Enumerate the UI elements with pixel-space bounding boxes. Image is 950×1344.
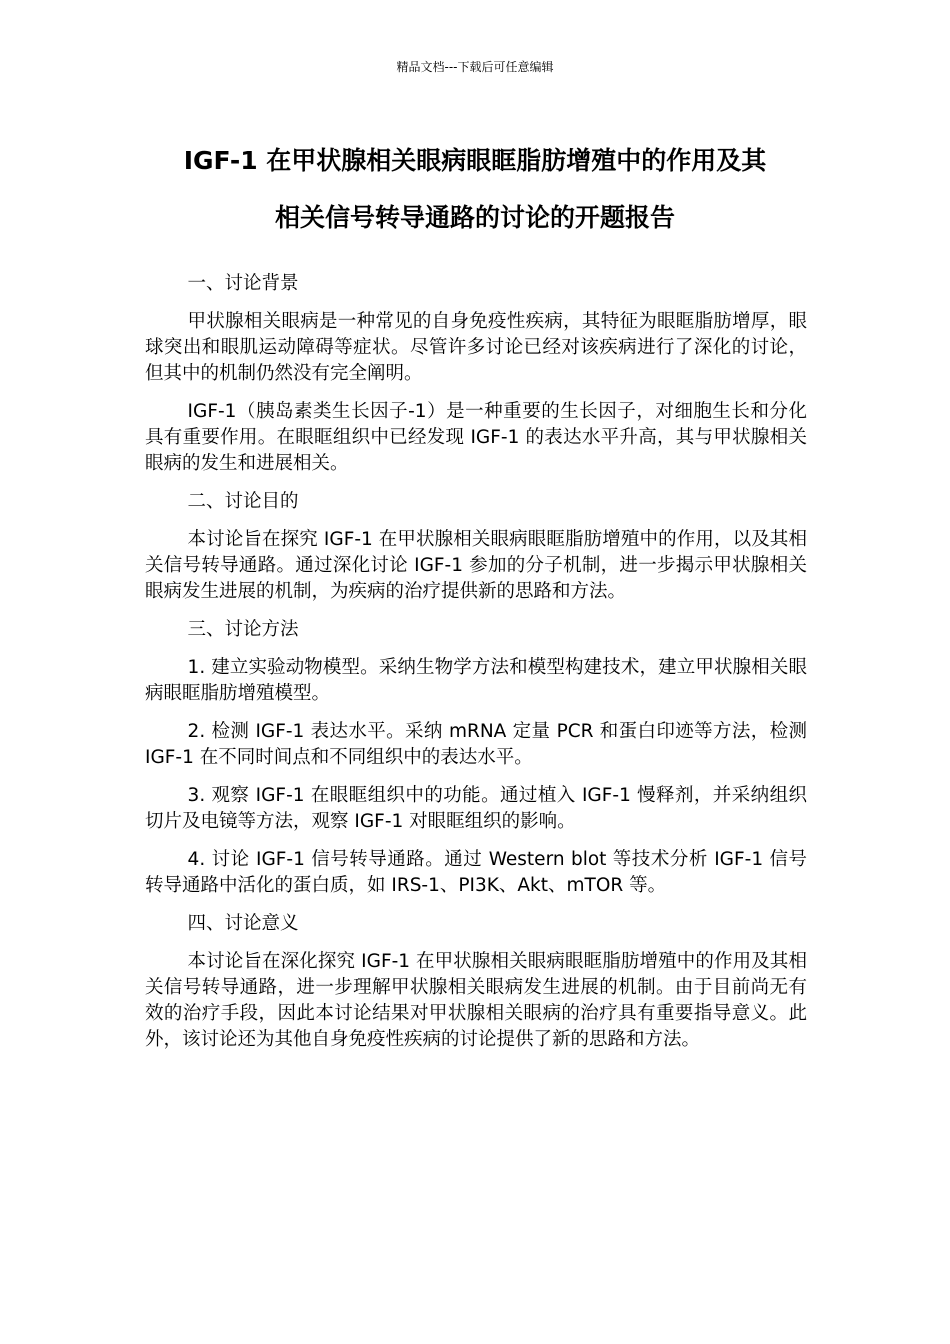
title-line-2: 相关信号转导通路的讨论的开题报告: [274, 203, 675, 232]
methods-item-3: 3. 观察 IGF-1 在眼眶组织中的功能。通过植入 IGF-1 慢释剂，并采纳组织切片及电镜等方法，观察 IGF-1 对眼眶组织的影响。: [145, 785, 807, 832]
section-heading-significance: 四、讨论意义: [187, 913, 299, 934]
methods-item-4: 4. 讨论 IGF-1 信号转导通路。通过 Western blot 等技术分析 IGF-1 信号转导通路中活化的蛋白质，如 IRS-1、PI3K、Akt、mTOR 等。: [145, 849, 807, 896]
section-heading-methods: 三、讨论方法: [187, 619, 299, 640]
methods-item-1: 1. 建立实验动物模型。采纳生物学方法和模型构建技术，建立甲状腺相关眼病眼眶脂肪增殖模型。: [145, 657, 807, 704]
document-body: [145, 271, 807, 1065]
title-line-1: IGF-1 在甲状腺相关眼病眼眶脂肪增殖中的作用及其: [183, 146, 767, 175]
background-paragraph-2: IGF-1（胰岛素类生长因子-1）是一种重要的生长因子，对细胞生长和分化具有重要作用。在眼眶组织中已经发现 IGF-1 的表达水平升高，其与甲状腺相关眼病的发生和进展相关。: [145, 401, 807, 474]
document-title: [140, 132, 810, 246]
background-paragraph-1: 甲状腺相关眼病是一种常见的自身免疫性疾病，其特征为眼眶脂肪增厚，眼球突出和眼肌运动障碍等症状。尽管许多讨论已经对该疾病进行了深化的讨论，但其中的机制仍然没有完全阐明。: [145, 311, 807, 384]
section-heading-background: 一、讨论背景: [187, 273, 299, 294]
section-heading-purpose: 二、讨论目的: [187, 491, 299, 512]
page-header-note: 精品文档---下载后可任意编辑: [396, 60, 554, 74]
significance-paragraph-1: 本讨论旨在深化探究 IGF-1 在甲状腺相关眼病眼眶脂肪增殖中的作用及其相关信号转导通路，进一步理解甲状腺相关眼病发生进展的机制。由于目前尚无有效的治疗手段，因此本讨论结果对甲状腺相关眼病的治疗具有重要指导意义。此外，该讨论还为其他自身免疫性疾病的讨论提供了新的思路和方法。: [145, 951, 807, 1050]
methods-item-2: 2. 检测 IGF-1 表达水平。采纳 mRNA 定量 PCR 和蛋白印迹等方法，检测 IGF-1 在不同时间点和不同组织中的表达水平。: [145, 721, 807, 768]
purpose-paragraph-1: 本讨论旨在探究 IGF-1 在甲状腺相关眼病眼眶脂肪增殖中的作用，以及其相关信号转导通路。通过深化讨论 IGF-1 参加的分子机制，进一步揭示甲状腺相关眼病发生进展的机制，为疾病的治疗提供新的思路和方法。: [145, 529, 807, 602]
